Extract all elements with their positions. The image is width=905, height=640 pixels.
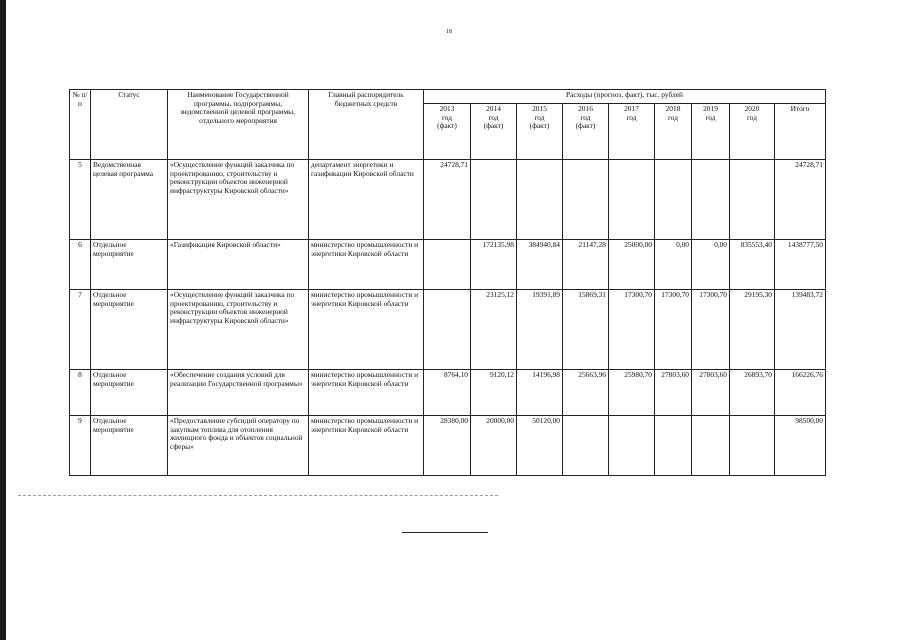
header-year-line: 2020 [744, 104, 760, 113]
row-num: 9 [70, 416, 91, 476]
table-row [70, 240, 826, 290]
header-year-line: (факт) [575, 121, 596, 131]
row-manager: министерство промышленности и энергетики Кировской области [309, 240, 424, 290]
header-year [563, 104, 609, 160]
row-num: 5 [70, 160, 91, 240]
row-num: 6 [70, 240, 91, 290]
row-total: 98500,00 [775, 416, 826, 476]
header-year-line: 2016 [578, 104, 593, 113]
row-value: 9120,12 [471, 370, 517, 416]
row-num: 8 [70, 370, 91, 416]
row-value: 24728,71 [424, 160, 471, 240]
header-total: Итого [775, 104, 826, 160]
header-year-line: (факт) [529, 121, 550, 131]
header-year-line: (факт) [437, 121, 457, 131]
row-value: 23125,12 [471, 290, 517, 370]
row-value: 26893,70 [730, 370, 775, 416]
row-value: 14196,98 [517, 370, 563, 416]
row-value: 0,00 [692, 240, 730, 290]
header-year [692, 104, 730, 160]
row-value: 25000,00 [609, 240, 655, 290]
row-manager: департамент энергетики и газификации Кировской области [309, 160, 424, 240]
footer-rule [402, 532, 488, 533]
row-num: 7 [70, 290, 91, 370]
row-value: 0,00 [655, 240, 692, 290]
row-value [424, 290, 471, 370]
row-value [730, 160, 775, 240]
row-value [517, 160, 563, 240]
row-value [692, 416, 730, 476]
row-value: 17300,70 [692, 290, 730, 370]
row-value: 25663,96 [563, 370, 609, 416]
row-status: Ведомственная целевая программа [91, 160, 168, 240]
header-name: Наименование Государственной программы, подпрограммы, ведомственной целевой программы, отдельного мероприятия [168, 90, 309, 160]
header-manager: Главный распорядитель бюджетных средств [309, 90, 424, 160]
row-value: 29195,30 [730, 290, 775, 370]
header-year [730, 104, 775, 160]
header-year-line: 2013 [439, 104, 455, 113]
row-total: 24728,71 [775, 160, 826, 240]
row-value [655, 416, 692, 476]
header-year-line: год [580, 112, 591, 122]
header-year-line: год [488, 112, 499, 122]
row-value: 17300,70 [655, 290, 692, 370]
header-expenses: Расходы (прогноз, факт), тыс. рублей [424, 90, 826, 104]
row-value: 8764,10 [424, 370, 471, 416]
row-value: 27803,60 [655, 370, 692, 416]
page-number: 18 [446, 29, 452, 35]
row-manager: министерство промышленности и энергетики Кировской области [309, 416, 424, 476]
row-status: Отдельное мероприятие [91, 240, 168, 290]
row-value: 27803,60 [692, 370, 730, 416]
row-manager: министерство промышленности и энергетики Кировской области [309, 290, 424, 370]
row-value: 19391,89 [517, 290, 563, 370]
row-value [471, 160, 517, 240]
header-status: Статус [91, 90, 168, 160]
row-name: «Обеспечение создания условий для реализации Государственной программы» [168, 370, 309, 416]
table-row [70, 416, 826, 476]
row-value [563, 416, 609, 476]
row-manager: министерство промышленности и энергетики Кировской области [309, 370, 424, 416]
row-value [424, 240, 471, 290]
row-value: 28380,00 [424, 416, 471, 476]
row-value: 384940,84 [517, 240, 563, 290]
row-value: 17300,70 [609, 290, 655, 370]
row-total: 1438777,50 [775, 240, 826, 290]
header-year-line: (факт) [483, 121, 504, 131]
row-value [692, 160, 730, 240]
header-year-line: 2019 [703, 104, 718, 113]
row-value: 172135,98 [471, 240, 517, 290]
row-value [609, 416, 655, 476]
header-year-line: 2015 [532, 104, 547, 113]
row-total: 166226,76 [775, 370, 826, 416]
row-value: 21147,28 [563, 240, 609, 290]
table-body [70, 160, 826, 476]
header-year [609, 104, 655, 160]
row-status: Отдельное мероприятие [91, 370, 168, 416]
header-year [471, 104, 517, 160]
row-value [730, 416, 775, 476]
expenses-table [69, 89, 826, 476]
row-status: Отдельное мероприятие [91, 290, 168, 370]
row-name: «Осуществление функций заказчика по проектированию, строительству и реконструкции объектов инженерной инфраструктуры Кировской области» [168, 290, 309, 370]
table-row [70, 290, 826, 370]
row-value [563, 160, 609, 240]
header-year [424, 104, 471, 160]
header-year-line: год [441, 112, 453, 122]
scan-noise-line [18, 495, 498, 497]
row-name: «Предоставление субсидий оператору по закупкам топлива для отопления жилищного фонда и объектов социальной сферы» [168, 416, 309, 476]
row-status: Отдельное мероприятие [91, 416, 168, 476]
row-name: «Осуществление функций заказчика по проектированию, строительству и реконструкции объектов инженерной инфраструктуры Кировской области» [168, 160, 309, 240]
row-name: «Газификация Кировской области» [168, 240, 309, 290]
scan-edge-shadow [0, 0, 6, 640]
row-value: 835553,40 [730, 240, 775, 290]
table-row [70, 160, 826, 240]
row-value: 15869,31 [563, 290, 609, 370]
header-year-line: 2017 [624, 104, 639, 113]
row-value: 50120,00 [517, 416, 563, 476]
row-value [655, 160, 692, 240]
row-value: 25980,70 [609, 370, 655, 416]
header-year [517, 104, 563, 160]
header-year-line: год [534, 112, 545, 122]
row-value [609, 160, 655, 240]
header-num: № п/п [70, 90, 91, 160]
header-year-line: 2014 [486, 104, 501, 113]
row-value: 20000,00 [471, 416, 517, 476]
header-year-line: год [705, 112, 716, 122]
header-year-line: 2018 [665, 104, 681, 113]
table-row [70, 370, 826, 416]
header-year [655, 104, 692, 160]
row-total: 139483,72 [775, 290, 826, 370]
header-year-line: год [746, 112, 758, 122]
header-year-line: год [667, 112, 679, 122]
header-year-line: год [626, 112, 637, 122]
